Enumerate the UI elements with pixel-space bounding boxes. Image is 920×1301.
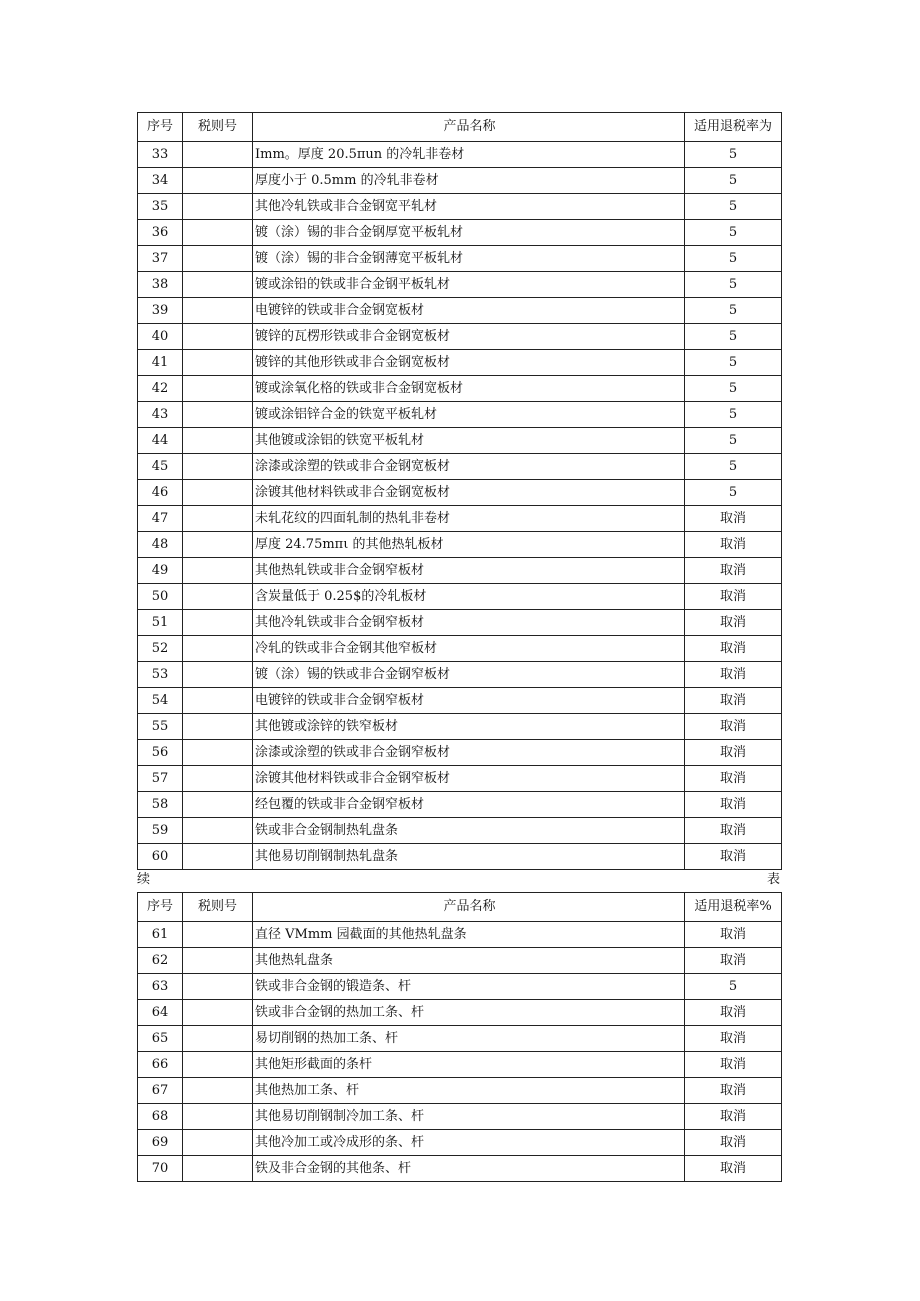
row-product-name: 涂镀其他材料铁或非合金钢宽板材	[253, 480, 685, 506]
row-tariff-code	[183, 168, 253, 194]
row-serial: 45	[138, 454, 183, 480]
table-row	[138, 1026, 782, 1052]
row-serial: 43	[138, 402, 183, 428]
row-tariff-code	[183, 974, 253, 1000]
row-refund-rate: 取消	[685, 740, 782, 766]
row-serial: 63	[138, 974, 183, 1000]
row-product-name: 铁或非合金钢的热加工条、杆	[253, 1000, 685, 1026]
table-row	[138, 792, 782, 818]
row-refund-rate: 取消	[685, 818, 782, 844]
row-tariff-code	[183, 1130, 253, 1156]
table-row	[138, 194, 782, 220]
row-product-name: 电镀锌的铁或非合金钢宽板材	[253, 298, 685, 324]
row-refund-rate: 取消	[685, 948, 782, 974]
header-tariff-code: 税则号	[183, 113, 253, 142]
row-serial: 69	[138, 1130, 183, 1156]
row-tariff-code	[183, 272, 253, 298]
row-product-name: 含炭量低于 0.25$的冷轧板材	[253, 584, 685, 610]
row-refund-rate: 取消	[685, 558, 782, 584]
row-refund-rate: 取消	[685, 1156, 782, 1182]
table-row	[138, 1078, 782, 1104]
row-product-name: 易切削钢的热加工条、杆	[253, 1026, 685, 1052]
row-tariff-code	[183, 610, 253, 636]
row-tariff-code	[183, 428, 253, 454]
row-product-name: 镀锌的瓦楞形铁或非合金钢宽板材	[253, 324, 685, 350]
row-product-name: 铁或非合金钢制热轧盘条	[253, 818, 685, 844]
table-header-row	[138, 893, 782, 922]
table-row	[138, 584, 782, 610]
table-row	[138, 532, 782, 558]
row-tariff-code	[183, 766, 253, 792]
row-product-name: 其他热轧盘条	[253, 948, 685, 974]
row-tariff-code	[183, 480, 253, 506]
table-label: 表	[767, 872, 781, 887]
row-tariff-code	[183, 194, 253, 220]
row-refund-rate: 取消	[685, 844, 782, 870]
table-row	[138, 714, 782, 740]
table-row	[138, 246, 782, 272]
row-serial: 39	[138, 298, 183, 324]
row-tariff-code	[183, 454, 253, 480]
row-product-name: 镀或涂铅的铁或非合金钢平板轧材	[253, 272, 685, 298]
row-product-name: 其他矩形截面的条杆	[253, 1052, 685, 1078]
header-refund-rate: 适用退税率为	[685, 113, 782, 142]
row-refund-rate: 取消	[685, 1078, 782, 1104]
row-serial: 52	[138, 636, 183, 662]
row-product-name: 涂漆或涂塑的铁或非合金钢窄板材	[253, 740, 685, 766]
row-refund-rate: 取消	[685, 506, 782, 532]
row-product-name: 其他热加工条、杆	[253, 1078, 685, 1104]
table-body	[138, 142, 782, 870]
row-tariff-code	[183, 324, 253, 350]
row-product-name: 其他热轧铁或非合金钢窄板材	[253, 558, 685, 584]
row-serial: 55	[138, 714, 183, 740]
row-tariff-code	[183, 688, 253, 714]
table-row	[138, 558, 782, 584]
refund-rate-table-2	[137, 892, 782, 1182]
row-serial: 50	[138, 584, 183, 610]
row-product-name: 镀（涂）锡的非合金钢厚宽平板轧材	[253, 220, 685, 246]
row-product-name: 其他冷轧铁或非合金钢宽平轧材	[253, 194, 685, 220]
row-refund-rate: 5	[685, 402, 782, 428]
table-row	[138, 428, 782, 454]
row-tariff-code	[183, 584, 253, 610]
row-refund-rate: 5	[685, 974, 782, 1000]
row-tariff-code	[183, 922, 253, 948]
row-serial: 70	[138, 1156, 183, 1182]
row-refund-rate: 5	[685, 376, 782, 402]
row-tariff-code	[183, 1052, 253, 1078]
row-refund-rate: 取消	[685, 1026, 782, 1052]
row-refund-rate: 5	[685, 428, 782, 454]
header-refund-rate: 适用退税率%	[685, 893, 782, 922]
row-refund-rate: 取消	[685, 766, 782, 792]
header-product-name: 产品名称	[253, 113, 685, 142]
row-tariff-code	[183, 1000, 253, 1026]
table-row	[138, 350, 782, 376]
header-product-name: 产品名称	[253, 893, 685, 922]
table-row	[138, 948, 782, 974]
row-tariff-code	[183, 740, 253, 766]
row-refund-rate: 取消	[685, 792, 782, 818]
row-serial: 35	[138, 194, 183, 220]
row-product-name: 冷轧的铁或非合金钢其他窄板材	[253, 636, 685, 662]
table-row	[138, 402, 782, 428]
table-row	[138, 922, 782, 948]
row-serial: 47	[138, 506, 183, 532]
row-tariff-code	[183, 142, 253, 168]
row-refund-rate: 5	[685, 168, 782, 194]
table-row	[138, 142, 782, 168]
table-row	[138, 298, 782, 324]
row-refund-rate: 取消	[685, 584, 782, 610]
row-refund-rate: 取消	[685, 610, 782, 636]
row-product-name: 镀或涂铝锌合金的铁宽平板轧材	[253, 402, 685, 428]
row-serial: 34	[138, 168, 183, 194]
table-row	[138, 740, 782, 766]
row-product-name: 涂镀其他材料铁或非合金钢窄板材	[253, 766, 685, 792]
row-refund-rate: 取消	[685, 662, 782, 688]
row-tariff-code	[183, 1104, 253, 1130]
row-tariff-code	[183, 298, 253, 324]
row-tariff-code	[183, 818, 253, 844]
row-serial: 54	[138, 688, 183, 714]
row-refund-rate: 取消	[685, 532, 782, 558]
row-product-name: Imm。厚度 20.5πun 的冷轧非卷材	[253, 142, 685, 168]
row-product-name: 镀锌的其他形铁或非合金钢宽板材	[253, 350, 685, 376]
table-row	[138, 220, 782, 246]
row-product-name: 未轧花纹的四面轧制的热轧非卷材	[253, 506, 685, 532]
row-product-name: 经包覆的铁或非合金钢窄板材	[253, 792, 685, 818]
row-serial: 65	[138, 1026, 183, 1052]
row-tariff-code	[183, 532, 253, 558]
row-refund-rate: 取消	[685, 1052, 782, 1078]
row-serial: 68	[138, 1104, 183, 1130]
row-serial: 42	[138, 376, 183, 402]
table-row	[138, 636, 782, 662]
table-row	[138, 506, 782, 532]
row-serial: 40	[138, 324, 183, 350]
row-refund-rate: 取消	[685, 1000, 782, 1026]
row-refund-rate: 取消	[685, 1104, 782, 1130]
row-product-name: 涂漆或涂塑的铁或非合金钢宽板材	[253, 454, 685, 480]
table-row	[138, 1052, 782, 1078]
row-tariff-code	[183, 662, 253, 688]
row-refund-rate: 5	[685, 142, 782, 168]
row-tariff-code	[183, 402, 253, 428]
row-tariff-code	[183, 792, 253, 818]
row-tariff-code	[183, 636, 253, 662]
row-product-name: 其他冷轧铁或非合金钢窄板材	[253, 610, 685, 636]
row-serial: 33	[138, 142, 183, 168]
row-product-name: 镀（涂）锡的铁或非合金钢窄板材	[253, 662, 685, 688]
row-tariff-code	[183, 246, 253, 272]
row-product-name: 其他易切削钢制冷加工条、杆	[253, 1104, 685, 1130]
table-row	[138, 324, 782, 350]
table-row	[138, 662, 782, 688]
row-serial: 37	[138, 246, 183, 272]
row-serial: 38	[138, 272, 183, 298]
row-serial: 58	[138, 792, 183, 818]
row-tariff-code	[183, 948, 253, 974]
row-product-name: 其他镀或涂锌的铁窄板材	[253, 714, 685, 740]
row-product-name: 其他镀或涂铝的铁宽平板轧材	[253, 428, 685, 454]
row-refund-rate: 取消	[685, 922, 782, 948]
row-product-name: 镀或涂氧化格的铁或非合金钢宽板材	[253, 376, 685, 402]
row-serial: 44	[138, 428, 183, 454]
row-refund-rate: 取消	[685, 714, 782, 740]
row-tariff-code	[183, 1078, 253, 1104]
row-refund-rate: 取消	[685, 688, 782, 714]
row-tariff-code	[183, 844, 253, 870]
row-refund-rate: 取消	[685, 636, 782, 662]
row-tariff-code	[183, 1026, 253, 1052]
table-row	[138, 688, 782, 714]
row-refund-rate: 5	[685, 350, 782, 376]
row-product-name: 其他易切削钢制热轧盘条	[253, 844, 685, 870]
table-row	[138, 1156, 782, 1182]
row-refund-rate: 5	[685, 194, 782, 220]
table-row	[138, 1130, 782, 1156]
header-tariff-code: 税则号	[183, 893, 253, 922]
row-serial: 60	[138, 844, 183, 870]
refund-rate-table-1	[137, 112, 782, 870]
table-body	[138, 922, 782, 1182]
row-tariff-code	[183, 350, 253, 376]
row-serial: 49	[138, 558, 183, 584]
row-tariff-code	[183, 558, 253, 584]
row-serial: 41	[138, 350, 183, 376]
table-row	[138, 844, 782, 870]
row-product-name: 直径 VMmm 园截面的其他热轧盘条	[253, 922, 685, 948]
header-serial: 序号	[138, 113, 183, 142]
table-row	[138, 272, 782, 298]
row-product-name: 其他冷加工或冷成形的条、杆	[253, 1130, 685, 1156]
table-row	[138, 376, 782, 402]
row-product-name: 铁或非合金钢的锻造条、杆	[253, 974, 685, 1000]
row-product-name: 厚度 24.75mπι 的其他热轧板材	[253, 532, 685, 558]
row-refund-rate: 取消	[685, 1130, 782, 1156]
row-refund-rate: 5	[685, 324, 782, 350]
header-serial: 序号	[138, 893, 183, 922]
table-row	[138, 974, 782, 1000]
row-product-name: 电镀锌的铁或非合金钢窄板材	[253, 688, 685, 714]
row-serial: 46	[138, 480, 183, 506]
row-serial: 51	[138, 610, 183, 636]
table-row	[138, 818, 782, 844]
row-serial: 48	[138, 532, 183, 558]
row-serial: 62	[138, 948, 183, 974]
row-tariff-code	[183, 1156, 253, 1182]
row-serial: 57	[138, 766, 183, 792]
continued-label: 续	[137, 872, 151, 887]
table-row	[138, 168, 782, 194]
row-serial: 36	[138, 220, 183, 246]
table-row	[138, 766, 782, 792]
row-refund-rate: 5	[685, 480, 782, 506]
row-tariff-code	[183, 376, 253, 402]
row-tariff-code	[183, 220, 253, 246]
table-header-row	[138, 113, 782, 142]
table-row	[138, 454, 782, 480]
table-row	[138, 480, 782, 506]
row-product-name: 厚度小于 0.5mm 的冷轧非卷材	[253, 168, 685, 194]
row-product-name: 铁及非合金钢的其他条、杆	[253, 1156, 685, 1182]
row-serial: 64	[138, 1000, 183, 1026]
table-row	[138, 1104, 782, 1130]
row-tariff-code	[183, 506, 253, 532]
row-refund-rate: 5	[685, 298, 782, 324]
row-serial: 61	[138, 922, 183, 948]
row-serial: 66	[138, 1052, 183, 1078]
row-serial: 67	[138, 1078, 183, 1104]
row-refund-rate: 5	[685, 454, 782, 480]
table-row	[138, 1000, 782, 1026]
row-serial: 53	[138, 662, 183, 688]
row-refund-rate: 5	[685, 272, 782, 298]
row-serial: 59	[138, 818, 183, 844]
row-refund-rate: 5	[685, 220, 782, 246]
table-row	[138, 610, 782, 636]
row-tariff-code	[183, 714, 253, 740]
row-refund-rate: 5	[685, 246, 782, 272]
row-serial: 56	[138, 740, 183, 766]
row-product-name: 镀（涂）锡的非合金钢薄宽平板轧材	[253, 246, 685, 272]
